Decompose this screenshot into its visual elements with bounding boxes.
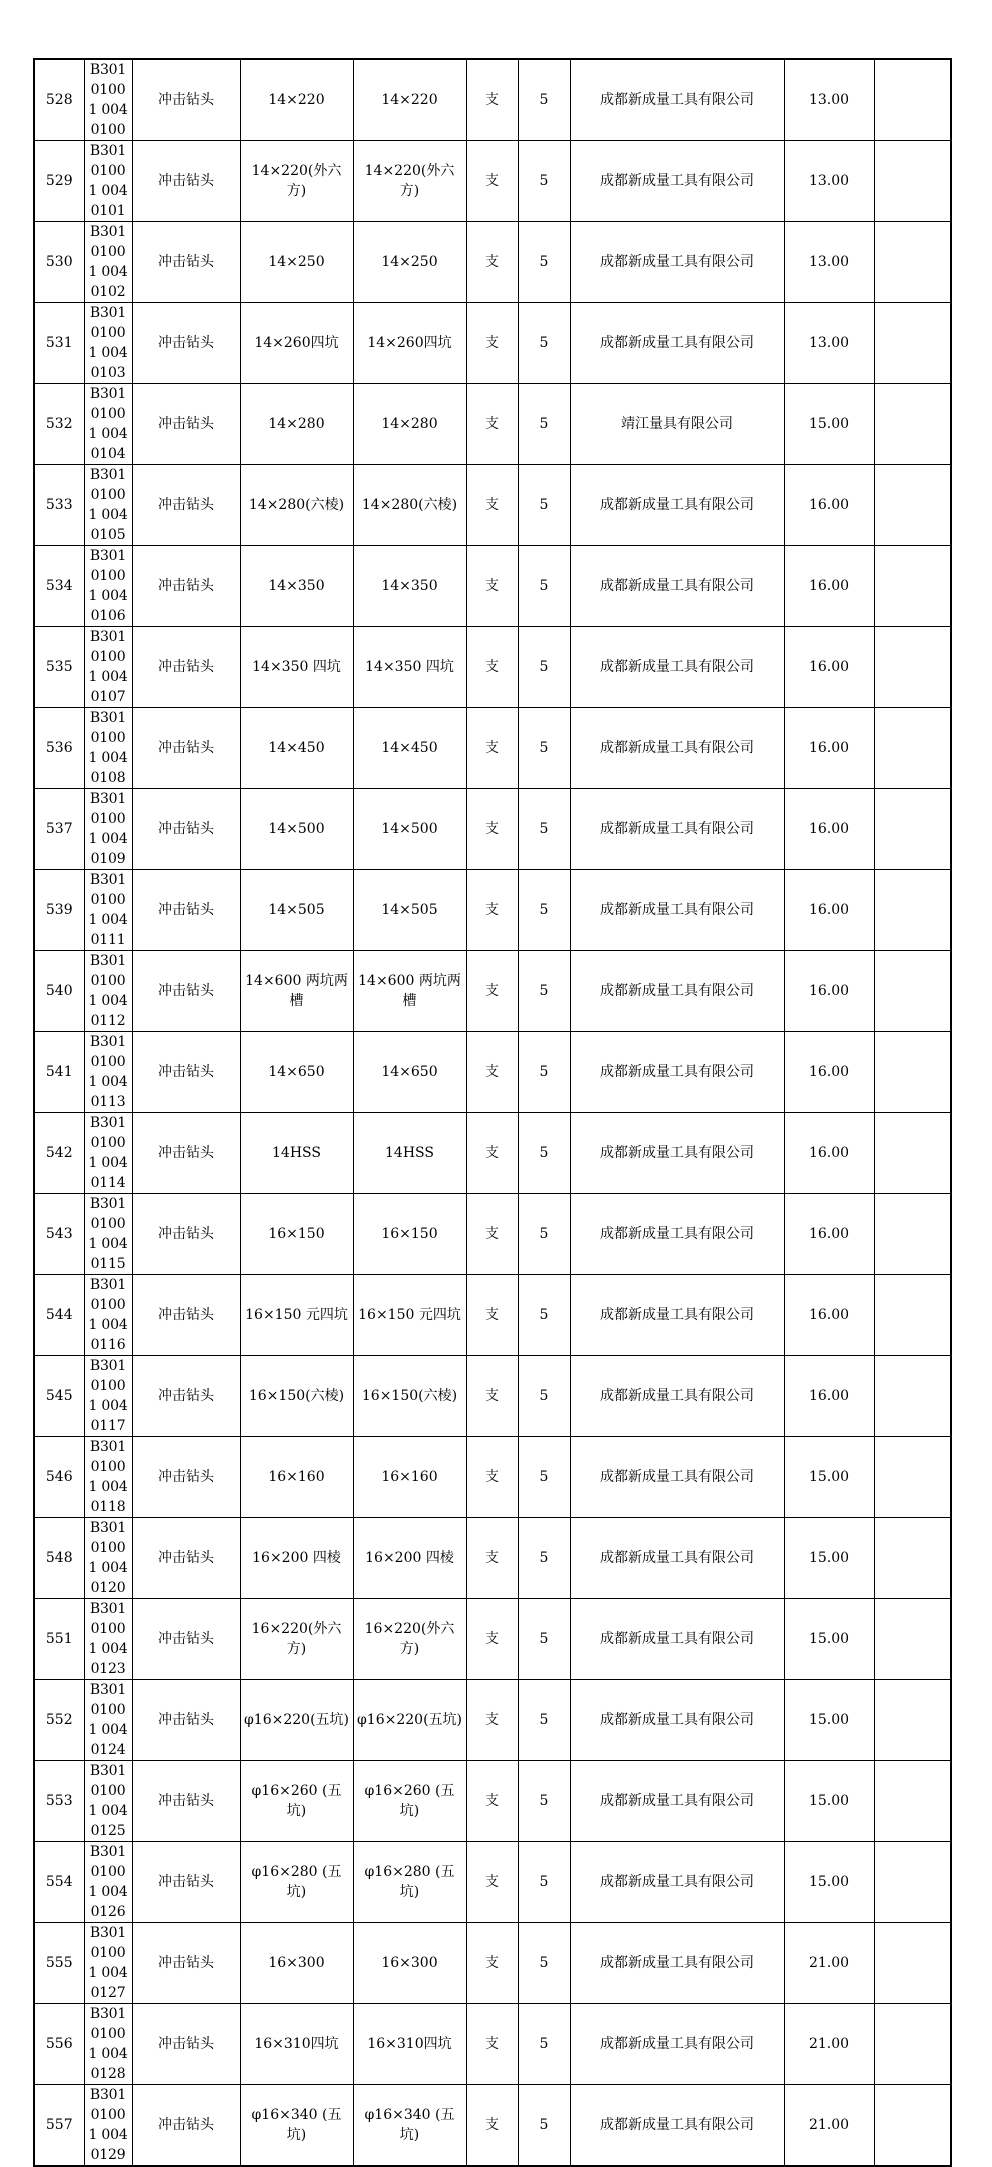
material-code-cell: B30101001 0040103 <box>84 303 132 384</box>
unit-cell: 支 <box>466 1356 518 1437</box>
price-cell: 16.00 <box>784 870 874 951</box>
material-code-cell: B30101001 0040108 <box>84 708 132 789</box>
spec-cell: 14×350 四坑 <box>240 627 353 708</box>
quantity-cell: 5 <box>518 465 570 546</box>
price-cell: 21.00 <box>784 2004 874 2085</box>
price-cell: 16.00 <box>784 465 874 546</box>
supplier-cell: 成都新成量工具有限公司 <box>570 789 784 870</box>
spec-cell: 16×200 四棱 <box>240 1518 353 1599</box>
price-cell: 16.00 <box>784 1113 874 1194</box>
price-cell: 16.00 <box>784 1032 874 1113</box>
model-cell: 14×260四坑 <box>353 303 466 384</box>
remark-cell <box>874 1356 951 1437</box>
unit-cell: 支 <box>466 951 518 1032</box>
remark-cell <box>874 951 951 1032</box>
remark-cell <box>874 546 951 627</box>
quantity-cell: 5 <box>518 1356 570 1437</box>
remark-cell <box>874 2004 951 2085</box>
remark-cell <box>874 1437 951 1518</box>
quantity-cell: 5 <box>518 1113 570 1194</box>
item-name-cell: 冲击钻头 <box>132 1842 240 1923</box>
material-code-cell: B30101001 0040102 <box>84 222 132 303</box>
quantity-cell: 5 <box>518 2004 570 2085</box>
remark-cell <box>874 141 951 222</box>
unit-cell: 支 <box>466 1275 518 1356</box>
unit-cell: 支 <box>466 2004 518 2085</box>
material-code-cell: B30101001 0040109 <box>84 789 132 870</box>
row-number-cell: 542 <box>34 1113 84 1194</box>
table-row <box>34 951 951 1032</box>
model-cell: 16×220(外六方) <box>353 1599 466 1680</box>
model-cell: 14×280(六棱) <box>353 465 466 546</box>
table-row <box>34 1761 951 1842</box>
quantity-cell: 5 <box>518 870 570 951</box>
price-cell: 13.00 <box>784 303 874 384</box>
item-name-cell: 冲击钻头 <box>132 546 240 627</box>
row-number-cell: 546 <box>34 1437 84 1518</box>
row-number-cell: 554 <box>34 1842 84 1923</box>
row-number-cell: 557 <box>34 2085 84 2167</box>
price-cell: 16.00 <box>784 708 874 789</box>
material-code-cell: B30101001 0040126 <box>84 1842 132 1923</box>
material-code-cell: B30101001 0040105 <box>84 465 132 546</box>
table-row <box>34 1680 951 1761</box>
material-code-cell: B30101001 0040115 <box>84 1194 132 1275</box>
quantity-cell: 5 <box>518 1194 570 1275</box>
spec-cell: 16×150(六棱) <box>240 1356 353 1437</box>
quantity-cell: 5 <box>518 1842 570 1923</box>
row-number-cell: 536 <box>34 708 84 789</box>
row-number-cell: 556 <box>34 2004 84 2085</box>
supplier-cell: 成都新成量工具有限公司 <box>570 465 784 546</box>
model-cell: 14×500 <box>353 789 466 870</box>
price-cell: 16.00 <box>784 1356 874 1437</box>
spec-cell: 14×600 两坑两槽 <box>240 951 353 1032</box>
material-code-cell: B30101001 0040129 <box>84 2085 132 2167</box>
supplier-cell: 成都新成量工具有限公司 <box>570 141 784 222</box>
price-cell: 21.00 <box>784 1923 874 2004</box>
item-name-cell: 冲击钻头 <box>132 1194 240 1275</box>
model-cell: 14×250 <box>353 222 466 303</box>
material-code-cell: B30101001 0040127 <box>84 1923 132 2004</box>
model-cell: 16×150(六棱) <box>353 1356 466 1437</box>
remark-cell <box>874 1680 951 1761</box>
unit-cell: 支 <box>466 708 518 789</box>
row-number-cell: 532 <box>34 384 84 465</box>
table-row <box>34 384 951 465</box>
row-number-cell: 540 <box>34 951 84 1032</box>
supplier-cell: 成都新成量工具有限公司 <box>570 1842 784 1923</box>
quantity-cell: 5 <box>518 1680 570 1761</box>
price-cell: 16.00 <box>784 951 874 1032</box>
item-name-cell: 冲击钻头 <box>132 384 240 465</box>
unit-cell: 支 <box>466 141 518 222</box>
remark-cell <box>874 1923 951 2004</box>
item-name-cell: 冲击钻头 <box>132 1761 240 1842</box>
model-cell: 14HSS <box>353 1113 466 1194</box>
quantity-cell: 5 <box>518 222 570 303</box>
row-number-cell: 530 <box>34 222 84 303</box>
quantity-cell: 5 <box>518 951 570 1032</box>
price-cell: 13.00 <box>784 222 874 303</box>
remark-cell <box>874 59 951 141</box>
model-cell: φ16×340 (五坑) <box>353 2085 466 2167</box>
supplier-cell: 成都新成量工具有限公司 <box>570 1518 784 1599</box>
price-cell: 13.00 <box>784 59 874 141</box>
table-body <box>34 59 951 2166</box>
quantity-cell: 5 <box>518 1437 570 1518</box>
unit-cell: 支 <box>466 627 518 708</box>
quantity-cell: 5 <box>518 1275 570 1356</box>
price-cell: 13.00 <box>784 141 874 222</box>
supplier-cell: 成都新成量工具有限公司 <box>570 2004 784 2085</box>
table-row <box>34 789 951 870</box>
supplier-cell: 成都新成量工具有限公司 <box>570 2085 784 2167</box>
row-number-cell: 531 <box>34 303 84 384</box>
table-row <box>34 1194 951 1275</box>
remark-cell <box>874 1518 951 1599</box>
model-cell: 14×450 <box>353 708 466 789</box>
spec-cell: 14×500 <box>240 789 353 870</box>
quantity-cell: 5 <box>518 2085 570 2167</box>
material-code-cell: B30101001 0040120 <box>84 1518 132 1599</box>
remark-cell <box>874 1113 951 1194</box>
table-row <box>34 546 951 627</box>
supplier-cell: 成都新成量工具有限公司 <box>570 1761 784 1842</box>
table-row <box>34 1113 951 1194</box>
table-row <box>34 1599 951 1680</box>
remark-cell <box>874 1761 951 1842</box>
row-number-cell: 537 <box>34 789 84 870</box>
price-cell: 15.00 <box>784 384 874 465</box>
unit-cell: 支 <box>466 1032 518 1113</box>
remark-cell <box>874 222 951 303</box>
spec-cell: 14×280 <box>240 384 353 465</box>
row-number-cell: 553 <box>34 1761 84 1842</box>
price-cell: 15.00 <box>784 1842 874 1923</box>
spec-cell: 16×160 <box>240 1437 353 1518</box>
material-code-cell: B30101001 0040116 <box>84 1275 132 1356</box>
price-cell: 16.00 <box>784 1194 874 1275</box>
price-cell: 15.00 <box>784 1518 874 1599</box>
unit-cell: 支 <box>466 1761 518 1842</box>
item-name-cell: 冲击钻头 <box>132 870 240 951</box>
price-cell: 15.00 <box>784 1761 874 1842</box>
table-row <box>34 1356 951 1437</box>
table-row <box>34 222 951 303</box>
material-code-cell: B30101001 0040112 <box>84 951 132 1032</box>
item-name-cell: 冲击钻头 <box>132 303 240 384</box>
row-number-cell: 533 <box>34 465 84 546</box>
table-row <box>34 627 951 708</box>
material-code-cell: B30101001 0040117 <box>84 1356 132 1437</box>
unit-cell: 支 <box>466 1599 518 1680</box>
spec-cell: 14×505 <box>240 870 353 951</box>
supplier-cell: 成都新成量工具有限公司 <box>570 1113 784 1194</box>
supplier-cell: 成都新成量工具有限公司 <box>570 627 784 708</box>
model-cell: 16×310四坑 <box>353 2004 466 2085</box>
material-code-cell: B30101001 0040114 <box>84 1113 132 1194</box>
quantity-cell: 5 <box>518 546 570 627</box>
spec-cell: 14×350 <box>240 546 353 627</box>
unit-cell: 支 <box>466 546 518 627</box>
supplier-cell: 成都新成量工具有限公司 <box>570 1356 784 1437</box>
item-name-cell: 冲击钻头 <box>132 951 240 1032</box>
supplier-cell: 成都新成量工具有限公司 <box>570 870 784 951</box>
row-number-cell: 544 <box>34 1275 84 1356</box>
remark-cell <box>874 1842 951 1923</box>
remark-cell <box>874 870 951 951</box>
item-name-cell: 冲击钻头 <box>132 1275 240 1356</box>
model-cell: 14×350 四坑 <box>353 627 466 708</box>
spec-cell: 14×450 <box>240 708 353 789</box>
row-number-cell: 528 <box>34 59 84 141</box>
spec-cell: 16×150 <box>240 1194 353 1275</box>
item-name-cell: 冲击钻头 <box>132 1923 240 2004</box>
unit-cell: 支 <box>466 1113 518 1194</box>
model-cell: 16×160 <box>353 1437 466 1518</box>
item-name-cell: 冲击钻头 <box>132 627 240 708</box>
material-code-cell: B30101001 0040118 <box>84 1437 132 1518</box>
unit-cell: 支 <box>466 789 518 870</box>
item-name-cell: 冲击钻头 <box>132 465 240 546</box>
unit-cell: 支 <box>466 1437 518 1518</box>
price-cell: 16.00 <box>784 789 874 870</box>
supplier-cell: 成都新成量工具有限公司 <box>570 303 784 384</box>
material-code-cell: B30101001 0040111 <box>84 870 132 951</box>
supplier-cell: 成都新成量工具有限公司 <box>570 708 784 789</box>
remark-cell <box>874 627 951 708</box>
item-name-cell: 冲击钻头 <box>132 789 240 870</box>
unit-cell: 支 <box>466 303 518 384</box>
supplier-cell: 成都新成量工具有限公司 <box>570 1923 784 2004</box>
model-cell: 16×150 元四坑 <box>353 1275 466 1356</box>
material-code-cell: B30101001 0040128 <box>84 2004 132 2085</box>
quantity-cell: 5 <box>518 708 570 789</box>
quantity-cell: 5 <box>518 1923 570 2004</box>
item-name-cell: 冲击钻头 <box>132 708 240 789</box>
material-code-cell: B30101001 0040106 <box>84 546 132 627</box>
material-code-cell: B30101001 0040100 <box>84 59 132 141</box>
quantity-cell: 5 <box>518 1518 570 1599</box>
quantity-cell: 5 <box>518 141 570 222</box>
item-name-cell: 冲击钻头 <box>132 1518 240 1599</box>
model-cell: 14×650 <box>353 1032 466 1113</box>
item-name-cell: 冲击钻头 <box>132 2085 240 2167</box>
spec-cell: 14×650 <box>240 1032 353 1113</box>
remark-cell <box>874 2085 951 2167</box>
spec-cell: 14×250 <box>240 222 353 303</box>
price-table <box>33 58 952 2167</box>
spec-cell: 16×310四坑 <box>240 2004 353 2085</box>
item-name-cell: 冲击钻头 <box>132 1032 240 1113</box>
table-row <box>34 465 951 546</box>
spec-cell: 14×280(六棱) <box>240 465 353 546</box>
table-row <box>34 870 951 951</box>
item-name-cell: 冲击钻头 <box>132 1356 240 1437</box>
supplier-cell: 靖江量具有限公司 <box>570 384 784 465</box>
remark-cell <box>874 1194 951 1275</box>
unit-cell: 支 <box>466 222 518 303</box>
material-code-cell: B30101001 0040113 <box>84 1032 132 1113</box>
item-name-cell: 冲击钻头 <box>132 141 240 222</box>
price-cell: 16.00 <box>784 627 874 708</box>
table-row <box>34 1518 951 1599</box>
table-row <box>34 141 951 222</box>
material-code-cell: B30101001 0040107 <box>84 627 132 708</box>
material-code-cell: B30101001 0040125 <box>84 1761 132 1842</box>
material-code-cell: B30101001 0040101 <box>84 141 132 222</box>
table-row <box>34 1842 951 1923</box>
material-code-cell: B30101001 0040104 <box>84 384 132 465</box>
table-row <box>34 1032 951 1113</box>
remark-cell <box>874 708 951 789</box>
unit-cell: 支 <box>466 465 518 546</box>
remark-cell <box>874 303 951 384</box>
row-number-cell: 552 <box>34 1680 84 1761</box>
row-number-cell: 535 <box>34 627 84 708</box>
supplier-cell: 成都新成量工具有限公司 <box>570 951 784 1032</box>
supplier-cell: 成都新成量工具有限公司 <box>570 1275 784 1356</box>
table-row <box>34 2004 951 2085</box>
spec-cell: φ16×220(五坑) <box>240 1680 353 1761</box>
unit-cell: 支 <box>466 59 518 141</box>
row-number-cell: 548 <box>34 1518 84 1599</box>
quantity-cell: 5 <box>518 789 570 870</box>
row-number-cell: 555 <box>34 1923 84 2004</box>
unit-cell: 支 <box>466 1680 518 1761</box>
spec-cell: 14×260四坑 <box>240 303 353 384</box>
unit-cell: 支 <box>466 1194 518 1275</box>
price-cell: 15.00 <box>784 1599 874 1680</box>
unit-cell: 支 <box>466 1842 518 1923</box>
model-cell: 14×350 <box>353 546 466 627</box>
price-cell: 15.00 <box>784 1680 874 1761</box>
quantity-cell: 5 <box>518 627 570 708</box>
item-name-cell: 冲击钻头 <box>132 59 240 141</box>
unit-cell: 支 <box>466 2085 518 2167</box>
spec-cell: 14×220(外六方) <box>240 141 353 222</box>
item-name-cell: 冲击钻头 <box>132 1599 240 1680</box>
supplier-cell: 成都新成量工具有限公司 <box>570 59 784 141</box>
item-name-cell: 冲击钻头 <box>132 1680 240 1761</box>
model-cell: 16×150 <box>353 1194 466 1275</box>
row-number-cell: 551 <box>34 1599 84 1680</box>
item-name-cell: 冲击钻头 <box>132 1113 240 1194</box>
spec-cell: φ16×340 (五坑) <box>240 2085 353 2167</box>
spec-cell: φ16×280 (五坑) <box>240 1842 353 1923</box>
quantity-cell: 5 <box>518 303 570 384</box>
spec-cell: 14×220 <box>240 59 353 141</box>
model-cell: φ16×220(五坑) <box>353 1680 466 1761</box>
table-row <box>34 1275 951 1356</box>
row-number-cell: 539 <box>34 870 84 951</box>
table-row <box>34 303 951 384</box>
spec-cell: 16×300 <box>240 1923 353 2004</box>
model-cell: 16×200 四棱 <box>353 1518 466 1599</box>
price-cell: 16.00 <box>784 546 874 627</box>
supplier-cell: 成都新成量工具有限公司 <box>570 546 784 627</box>
remark-cell <box>874 1032 951 1113</box>
quantity-cell: 5 <box>518 59 570 141</box>
unit-cell: 支 <box>466 1518 518 1599</box>
supplier-cell: 成都新成量工具有限公司 <box>570 1032 784 1113</box>
model-cell: 14×600 两坑两槽 <box>353 951 466 1032</box>
spec-cell: 16×150 元四坑 <box>240 1275 353 1356</box>
remark-cell <box>874 384 951 465</box>
table-row <box>34 59 951 141</box>
material-code-cell: B30101001 0040124 <box>84 1680 132 1761</box>
remark-cell <box>874 1599 951 1680</box>
quantity-cell: 5 <box>518 384 570 465</box>
item-name-cell: 冲击钻头 <box>132 222 240 303</box>
price-cell: 15.00 <box>784 1437 874 1518</box>
price-cell: 16.00 <box>784 1275 874 1356</box>
model-cell: φ16×260 (五坑) <box>353 1761 466 1842</box>
price-cell: 21.00 <box>784 2085 874 2167</box>
spec-cell: 14HSS <box>240 1113 353 1194</box>
spec-cell: φ16×260 (五坑) <box>240 1761 353 1842</box>
remark-cell <box>874 789 951 870</box>
item-name-cell: 冲击钻头 <box>132 2004 240 2085</box>
table-row <box>34 1437 951 1518</box>
model-cell: 16×300 <box>353 1923 466 2004</box>
quantity-cell: 5 <box>518 1761 570 1842</box>
unit-cell: 支 <box>466 1923 518 2004</box>
table-row <box>34 2085 951 2167</box>
table-row <box>34 1923 951 2004</box>
supplier-cell: 成都新成量工具有限公司 <box>570 222 784 303</box>
spec-cell: 16×220(外六方) <box>240 1599 353 1680</box>
model-cell: 14×220 <box>353 59 466 141</box>
quantity-cell: 5 <box>518 1032 570 1113</box>
row-number-cell: 545 <box>34 1356 84 1437</box>
model-cell: 14×505 <box>353 870 466 951</box>
row-number-cell: 534 <box>34 546 84 627</box>
unit-cell: 支 <box>466 384 518 465</box>
item-name-cell: 冲击钻头 <box>132 1437 240 1518</box>
supplier-cell: 成都新成量工具有限公司 <box>570 1437 784 1518</box>
supplier-cell: 成都新成量工具有限公司 <box>570 1680 784 1761</box>
row-number-cell: 529 <box>34 141 84 222</box>
model-cell: 14×280 <box>353 384 466 465</box>
remark-cell <box>874 1275 951 1356</box>
supplier-cell: 成都新成量工具有限公司 <box>570 1194 784 1275</box>
remark-cell <box>874 465 951 546</box>
quantity-cell: 5 <box>518 1599 570 1680</box>
table-row <box>34 708 951 789</box>
model-cell: 14×220(外六方) <box>353 141 466 222</box>
row-number-cell: 541 <box>34 1032 84 1113</box>
unit-cell: 支 <box>466 870 518 951</box>
supplier-cell: 成都新成量工具有限公司 <box>570 1599 784 1680</box>
model-cell: φ16×280 (五坑) <box>353 1842 466 1923</box>
material-code-cell: B30101001 0040123 <box>84 1599 132 1680</box>
row-number-cell: 543 <box>34 1194 84 1275</box>
